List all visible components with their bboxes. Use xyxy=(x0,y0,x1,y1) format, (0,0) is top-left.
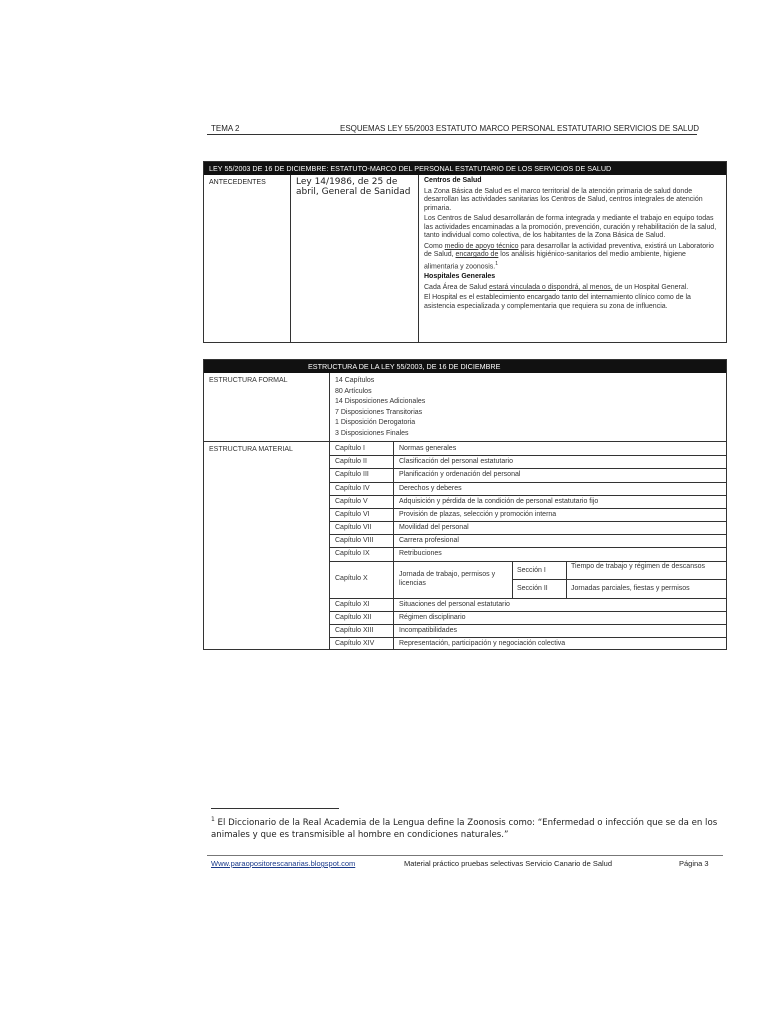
footer-divider xyxy=(207,855,723,856)
row-divider xyxy=(329,508,726,509)
estructura-formal-label: ESTRUCTURA FORMAL xyxy=(209,377,288,384)
hospitales-heading: Hospitales Generales xyxy=(424,273,496,281)
chapter-title: Régimen disciplinario xyxy=(399,614,466,621)
chapter-number: Capítulo III xyxy=(335,471,369,478)
chapter-number: Capítulo VIII xyxy=(335,537,374,544)
header-title: ESQUEMAS LEY 55/2003 ESTATUTO MARCO PERSONAL ESTATUTARIO SERVICIOS DE SALUD xyxy=(340,124,700,133)
page-number: Página 3 xyxy=(679,859,709,868)
footer-link[interactable]: Www.paraopositorescanarias.blogspot.com xyxy=(211,859,356,868)
table-divider xyxy=(329,373,330,650)
table-divider xyxy=(418,175,419,342)
table-divider xyxy=(204,441,726,442)
underlined-text: encargado de xyxy=(455,251,499,258)
chapter-number: Capítulo IV xyxy=(335,485,370,492)
chapter-number: Capítulo XIII xyxy=(335,627,374,634)
section-number: Sección II xyxy=(517,585,548,592)
chapter-number: Capítulo V xyxy=(335,498,368,505)
chapter-number: Capítulo XII xyxy=(335,614,372,621)
chapter-title: Situaciones del personal estatutario xyxy=(399,601,510,608)
antecedentes-table xyxy=(203,161,727,343)
centros-salud-heading: Centros de Salud xyxy=(424,177,482,184)
footnote-number: 1 xyxy=(211,816,215,823)
chapter-title: Representación, participación y negociación colectiva xyxy=(399,640,566,647)
chapter-title: Provisión de plazas, selección y promoción interna xyxy=(399,511,557,518)
formal-item: 14 Capítulos xyxy=(335,377,375,384)
row-divider xyxy=(329,624,726,625)
chapter-number: Capítulo X xyxy=(335,575,368,582)
footnote-text: El Diccionario de la Real Academia de la Lengua define la Zoonosis como: “Enfermedad o infección que se da en los animales y que es transmisible al hombre en condiciones naturales.” xyxy=(211,817,718,840)
antecedentes-label: ANTECEDENTES xyxy=(209,179,266,186)
formal-item: 1 Disposición Derogatoria xyxy=(335,419,416,426)
text: los análisis higiénico-sanitarios del medio ambiente, higiene alimentaria y zoonosis. xyxy=(424,251,686,270)
formal-item: 7 Disposiciones Transitorias xyxy=(335,408,423,416)
chapter-title: Planificación y ordenación del personal xyxy=(399,471,521,478)
chapter-number: Capítulo VI xyxy=(335,511,370,518)
chapter-number: Capítulo II xyxy=(335,458,367,465)
text: para desarrollar la actividad preventiva, existirá un Laboratorio de Salud, xyxy=(424,242,714,258)
row-divider xyxy=(329,547,726,548)
estructura-table-title: ESTRUCTURA DE LA LEY 55/2003, DE 16 DE DICIEMBRE xyxy=(204,360,726,373)
chapter-number: Capítulo I xyxy=(335,445,365,452)
row-divider xyxy=(329,482,726,483)
row-divider xyxy=(329,495,726,496)
row-divider xyxy=(329,637,726,638)
chapter-number: Capítulo VII xyxy=(335,524,372,531)
footnote-ref: 1 xyxy=(495,260,498,267)
chapter-number: Capítulo IX xyxy=(335,550,370,557)
paragraph xyxy=(424,284,722,293)
header-topic: TEMA 2 xyxy=(211,124,240,133)
text: Cada Área de Salud xyxy=(424,283,489,291)
table-divider xyxy=(290,175,291,342)
footnote-divider xyxy=(211,808,339,809)
chapter-title: Retribuciones xyxy=(399,550,442,557)
text: Como xyxy=(424,242,445,250)
chapter-title: Derechos y deberes xyxy=(399,485,462,492)
estructura-table xyxy=(203,359,727,650)
antecedentes-table-title: LEY 55/2003 DE 16 DE DICIEMBRE: ESTATUTO-MARCO DEL PERSONAL ESTATUTARIO DE LOS SERVICIOS DE SALUD xyxy=(204,162,726,175)
row-divider xyxy=(329,468,726,469)
row-divider xyxy=(329,521,726,522)
section-number: Sección I xyxy=(517,567,546,574)
row-divider xyxy=(329,534,726,535)
row-divider xyxy=(329,598,726,599)
paragraph xyxy=(424,243,722,272)
paragraph: La Zona Básica de Salud es el marco territorial de la atención primaria de salud donde desarrollan las actividades sanitarias los Centros de Salud, centros integrales de atención primaria. xyxy=(424,187,703,212)
chapter-title: Incompatibilidades xyxy=(399,627,457,634)
row-divider xyxy=(329,455,726,456)
table-divider xyxy=(393,441,394,650)
paragraph: El Hospital es el establecimiento encargado tanto del internamiento clínico como de la asistencia especializada y complementaria que requiera su zona de influencia. xyxy=(424,294,691,310)
text: de un Hospital General. xyxy=(612,283,689,291)
section-title: Tiempo de trabajo y régimen de descansos xyxy=(571,563,705,570)
footnote xyxy=(211,814,721,841)
row-divider xyxy=(329,611,726,612)
section-title: Jornadas parciales, fiestas y permisos xyxy=(571,585,690,592)
chapter-title: Jornada de trabajo, permisos y licencias xyxy=(399,571,496,587)
header-divider xyxy=(207,134,697,135)
formal-item: 80 Artículos xyxy=(335,387,372,395)
chapter-number: Capítulo XIV xyxy=(335,640,375,647)
ley-general-sanidad: Ley 14/1986, de 25 de abril, General de Sanidad xyxy=(296,177,411,197)
paragraph: Los Centros de Salud desarrollarán de forma integrada y mediante el trabajo en equipo todas las actividades encaminadas a la promoción, prevención, curación y rehabilitación de la salud, tanto individual como colectiva, de los habitantes de la Zona Básica de Salud. xyxy=(424,215,717,239)
underlined-text: medio de apoyo técnico xyxy=(444,242,519,250)
formal-item: 3 Disposiciones Finales xyxy=(335,429,409,437)
chapter-title: Normas generales xyxy=(399,445,457,452)
chapter-title: Clasificación del personal estatutario xyxy=(399,458,514,465)
estructura-material-label: ESTRUCTURA MATERIAL xyxy=(209,446,293,453)
formal-item: 14 Disposiciones Adicionales xyxy=(335,398,426,405)
footer-text: Material práctico pruebas selectivas Servicio Canario de Salud xyxy=(404,859,613,868)
underlined-text: estará vinculada o dispondrá, al menos, xyxy=(489,283,613,291)
antecedentes-content xyxy=(424,177,722,313)
chapter-title: Carrera profesional xyxy=(399,537,459,544)
chapter-title: Adquisición y pérdida de la condición de personal estatutario fijo xyxy=(399,498,599,505)
table-divider xyxy=(512,579,726,580)
chapter-title: Movilidad del personal xyxy=(399,524,469,531)
chapter-number: Capítulo XI xyxy=(335,601,370,608)
